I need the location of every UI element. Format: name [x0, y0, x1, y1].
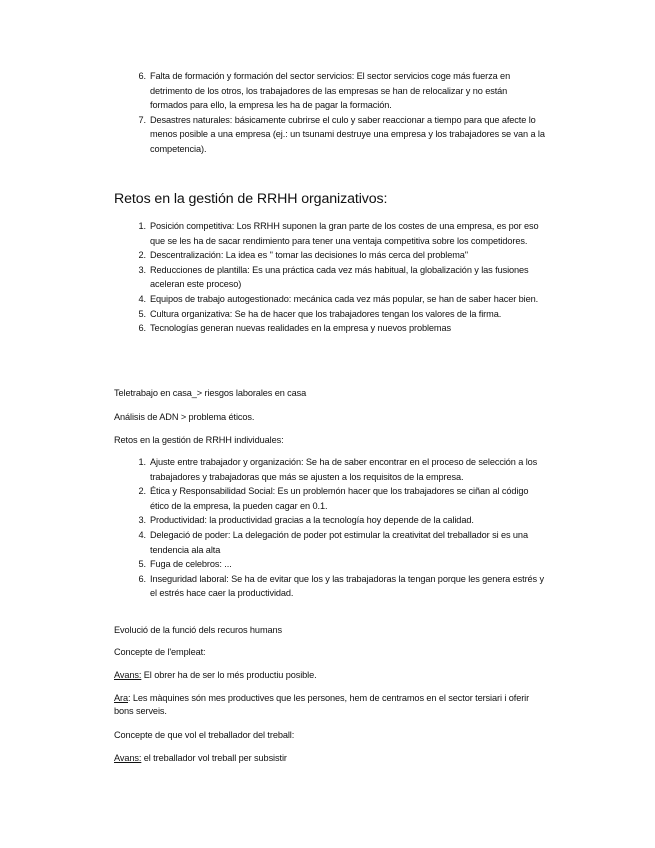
- list-retos-individuales: [138, 455, 545, 601]
- list-item: [138, 263, 545, 292]
- avans-text: El obrer ha de ser lo més productiu posible.: [141, 670, 317, 680]
- list-item: [138, 113, 545, 157]
- list-item-text: Ajuste entre trabajador y organización: Se ha de saber encontrar en el proceso de selección a los trabajadores y trabajadoras que más se ajusten a los requisitos de la empresa.: [150, 457, 538, 482]
- list-number: 2.: [138, 250, 146, 261]
- list-item-text: Cultura organizativa: Se ha de hacer que los trabajadores tengan los valores de la firma.: [150, 308, 502, 319]
- list-item: [138, 557, 545, 572]
- list-number: 4.: [138, 529, 146, 540]
- avans2-text: el treballador vol treball per subsistir: [141, 753, 287, 763]
- list-number: 5.: [138, 308, 146, 319]
- ara-empleat: [114, 692, 544, 718]
- note-teletrabajo: Teletrabajo en casa_> riesgos laborales en casa: [114, 388, 307, 398]
- list-item-text: Equipos de trabajo autogestionado: mecánica cada vez más popular, se han de saber hacer bien.: [150, 293, 539, 304]
- list-number: 2.: [138, 486, 146, 497]
- note-adn: Análisis de ADN > problema éticos.: [114, 412, 255, 422]
- list-number: 3.: [138, 264, 146, 275]
- list-number: 6.: [138, 573, 146, 584]
- list-number: 4.: [138, 293, 146, 304]
- concepte-treballador: Concepte de que vol el treballador del treball:: [114, 730, 295, 740]
- list-item: [138, 455, 545, 484]
- list-number: 5.: [138, 559, 146, 570]
- list-item-text: Inseguridad laboral: Se ha de evitar que los y las trabajadoras la tengan porque les genera estrés y el estrés hace caer la productividad.: [150, 573, 544, 599]
- ara-text: : Les màquines són mes productives que les persones, hem de centramos en el sector tersiari i oferir bons serveis.: [114, 693, 530, 716]
- list-item: [138, 572, 545, 601]
- list-item: [138, 513, 545, 528]
- list-item-text: Falta de formación y formación del sector servicios: El sector servicios coge más fuerza en detrimento de los otros, los trabajadores de las empresas se han de relocalizar y no están formados para ello, la empresa les ha de pagar la formación.: [150, 71, 511, 111]
- list-item: [138, 69, 545, 113]
- list-item-text: Ética y Responsabilidad Social: Es un problemón hacer que los trabajadores se ciñan al código ético de la empresa, la pueden cagar en 0.1.: [150, 486, 529, 511]
- subheading-individuales: Retos en la gestión de RRHH individuales:: [114, 435, 284, 445]
- list-number: 3.: [138, 515, 146, 526]
- list-number: 7.: [138, 114, 146, 125]
- avans-treballador: [114, 752, 544, 765]
- concepte-empleat: Concepte de l'empleat:: [114, 647, 206, 657]
- evolucio-title: Evolució de la funció dels recuros humans: [114, 625, 283, 635]
- list-item-text: Posición competitiva: Los RRHH suponen la gran parte de los costes de una empresa, es por eso que se les ha de sacar rendimiento para tener una ventaja competitiva sobre los competidores.: [150, 221, 539, 246]
- list-item-text: Descentralización: La idea es '' tomar las decisiones lo más cerca del problema'': [150, 250, 469, 261]
- list-item-text: Tecnologías generan nuevas realidades en la empresa y nuevos problemas: [150, 323, 451, 334]
- list-retos-organizativos: [138, 219, 545, 336]
- list-item: [138, 248, 545, 263]
- list-continuation: [138, 69, 545, 157]
- list-item: [138, 307, 545, 322]
- list-number: 6.: [138, 71, 146, 81]
- ara-label: Ara: [114, 693, 128, 703]
- list-number: 6.: [138, 323, 146, 334]
- list-item: [138, 219, 545, 248]
- avans-empleat: [114, 669, 544, 682]
- list-item-text: Desastres naturales: básicamente cubrirse el culo y saber reaccionar a tiempo para que afecte lo menos posible a una empresa (ej.: un tsunami destruye una empresa y los trabajadores se van a la competencia).: [150, 114, 545, 154]
- list-item: [138, 292, 545, 307]
- list-item-text: Fuga de celebros: ...: [150, 559, 232, 570]
- list-item-text: Reducciones de plantilla: Es una práctica cada vez más habitual, la globalización y las fusiones aceleran este proceso): [150, 264, 529, 290]
- list-item: [138, 321, 545, 336]
- list-item: [138, 484, 545, 513]
- list-number: 1.: [138, 221, 146, 231]
- list-item-text: Productividad: la productividad gracias a la tecnología hoy depende de la calidad.: [150, 515, 474, 526]
- list-item-text: Delegació de poder: La delegación de poder pot estimular la creativitat del treballador si es una tendencia ala alta: [150, 529, 528, 555]
- section-heading-organizativos: Retos en la gestión de RRHH organizativos:: [114, 191, 388, 207]
- avans-label: Avans:: [114, 670, 142, 680]
- list-number: 1.: [138, 457, 146, 467]
- list-item: [138, 528, 545, 557]
- avans2-label: Avans:: [114, 753, 142, 763]
